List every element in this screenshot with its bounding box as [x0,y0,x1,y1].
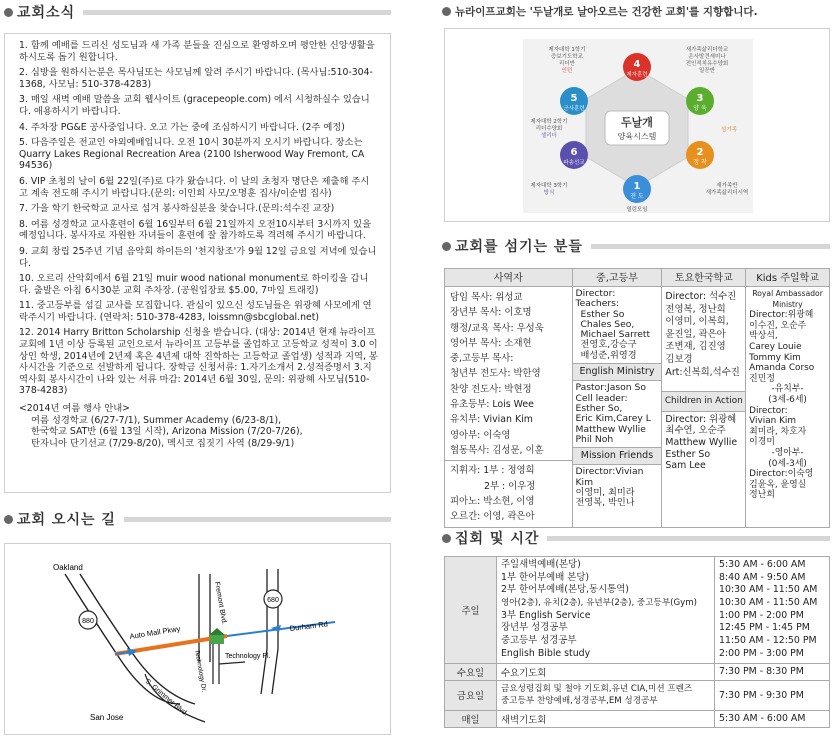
label-680: 680 [267,597,279,604]
news-item: 10. 오르리 산악회에서 6월 21일 muir wood national monument로 하이킹을 갑니다. 출발은 아침 6시30분 교회 주차장. (공원입장료 $5.00, 7마일 트래킹) [19,273,369,296]
church-icon [210,634,224,644]
kids-cell: Royal Ambassador Ministry Director:위광혜 이수진, 오순주 박상석, Carey Louie Tommy Kim Amanda Corso 진민정 -유치부- (3세-6세) Director: Vivian Kim 최미라, 차호자 이경미 -영아부- (0세-3세) Director:이숙영 김윤옥, 윤영실 정난희 [746,287,830,528]
node-2 [686,141,714,169]
header-bar [547,536,830,541]
schedule-header [442,528,830,548]
vision-title: 뉴라이프교회는 '두날개로 날아오르는 건강한 교회'를 지향합니다. [455,5,758,18]
news-item: 3. 매일 새벽 예배 말씀을 교회 웹사이트 (gracepeople.com) 에서 시청하실수 있습니다. 애용하시기 바랍니다. [19,94,370,117]
label-oakland: Oakland [53,563,83,572]
servants-header [442,236,830,256]
svg-text:5: 5 [570,93,578,104]
label-technology-dr: Technology Dr. [193,649,208,693]
svg-text:3: 3 [696,93,704,104]
news-item: 11. 중고등부를 섬길 교사를 모집합니다. 관심이 있으신 성도님들은 위광혜 사모에게 연락주시기 바랍니다. (연락처: 510-378-4283, loissmn@sbcglobal.net) [19,300,372,323]
schedule-title: 집회 및 시간 [455,531,540,547]
label-grimmer: S. Grimmer Blvd. [143,678,190,718]
note-left: 제자대학 2학기 [530,119,568,125]
svg-text:제자훈련: 제자훈련 [626,72,648,78]
note-top-left: 제자대학 1학기 [548,47,586,53]
note-top-right: 일꾼반 [699,68,715,74]
svg-text:정 착: 정 착 [693,159,707,166]
svg-text:4: 4 [633,59,641,70]
node-5 [560,87,588,115]
label-880: 880 [82,618,94,625]
note-top-right: 은사발견세미나 [688,54,726,60]
svg-text:군사훈련: 군사훈련 [563,106,585,112]
node-1 [623,175,651,203]
road-technology-pl [219,662,245,664]
events-cell: 금요성령집회 및 철야 기도회,유년 CIA,미션 프렌즈 중고등부 찬양예배,성경공부,EM 성경공부 [497,680,715,710]
svg-text:양 육: 양 육 [693,105,707,112]
note-top-left: 인턴 [561,68,573,74]
news-box [4,33,391,493]
label-san-jose: San Jose [90,713,124,722]
news-item: 2. 심방을 원하시는분은 목사님또는 사모님께 알려 주시기 바랍니다. (목사님:510-304-1368, 사모님: 510-378-4283) [19,67,373,90]
events-list [19,415,378,450]
road-grimmer [145,674,205,722]
directions-map [4,543,391,735]
schedule-table [444,556,830,728]
bullet-icon [442,242,451,251]
events-title: <2014년 여름 행사 안내> [19,403,130,415]
schedule-row-wednesday [445,663,830,680]
event-cell: 수요기도회 [497,663,715,680]
header-bar [591,244,830,249]
schedule-row-sunday [445,557,830,664]
news-item: 6. VIP 초청의 날이 6월 22일(주)로 다가 왔습니다. 이 날의 초청자 명단은 제출해 주시고 계속 전도해 주시기 바랍니다.(문의: 이인희 사모/오명훈 집사/이순범 집사) [19,175,370,199]
label-technology-pl: Technology Pl. [225,653,271,660]
news-item: 5. 다음주일은 전교인 야외예배입니다. 오전 10시 30분까지 오시기 바랍니다. 장소는 Quarry Lakes Regional Recreation Area (2100 Isherwood Way Fremont, CA 94536) [19,137,365,172]
event-line: 한국학교 SAT반 (6월 13일 시작), Arizona Mission (7/20-7/26), [31,426,303,438]
table-row [445,287,830,528]
note-top-right: 새가족삶리더학교 [685,47,729,53]
note-top-left: 증보기도학교 [551,54,583,60]
servants-title: 교회를 섬기는 분들 [455,239,583,255]
vision-header [442,1,832,21]
youth-cell: Director: Teachers: Esther So Chales Seo, Michael Sarrett 전영호,강승구 배성준,위영경 English Ministry Pastor:Jason So Cell leader: Esther So, Eric Kim,Carey L Matthew Wyllie Phil Noh Mission Friends Director:Vivian Kim 이영미, 최미라 전영복, 박인나 [572,287,662,528]
events-cell: 주일새벽예배(본당) 1부 한어부예배 본당) 2부 한어부예배(본당,동시통역) 영아(2층), 유치(2층), 유년부(2층), 중고등부(Gym) 3부 English Service 장년부 성경공부 중고등부 성경공부 English Bible study [497,557,715,664]
time-cell: 5:30 AM - 6:00 AM [715,710,830,727]
col-header: Kids 주일학교 [746,269,830,287]
note-left: 셀리더 [541,133,557,139]
header-bar [83,10,391,15]
news-header [4,2,391,22]
col-header: 사역자 [445,269,573,287]
vision-svg [445,29,829,221]
news-item: 4. 주차장 PG&E 공사중입니다. 오고 가는 중에 조심하시기 바랍니다. (2주 예정) [19,121,345,133]
note-top-right: 전인적치유수양회 [685,61,729,67]
note-bottom-left: 제자대학 3학기 [530,183,568,189]
schedule-row-daily [445,710,830,727]
col-header: 중,고등부 [572,269,662,287]
note-bottom-left: 방식 [543,190,555,196]
node-6 [560,141,588,169]
label-durham: Durham Rd [289,619,329,633]
news-item: 7. 가을 학기 한국학교 교사로 섬겨 봉사하실분을 찾습니다.(문의:석수진 교장) [19,203,335,215]
news-item: 12. 2014 Harry Britton Scholarship 신청을 받습니다. (대상: 2014년 현재 뉴라이프 교회에 1년 이상 등록된 교인으로서 뉴라이프 고등부를 졸업하고 고등학교 성적이 3.0 이상인 학생, 2014년에 2년제 혹은 4년제 대학 진학하는 고등학교 졸업생) 성적과 지역, 봉사시간을 기준으로 선발하게 됩니다. 장학금 신청서류: 1.자기소개서 2.성적증명서 3.지역사회 봉사시간이 나와 있는 서류 마감: 2014년 6월 30일, 문의: 위광혜 사모님(510-378-4283) [19,327,378,397]
mission-friends-title: Mission Friends [573,447,662,465]
bullet-icon [442,7,451,16]
event-cell: 새벽기도회 [497,710,715,727]
node-4 [623,53,651,81]
note-right: 섬기족 [721,127,737,133]
time-cell: 7:30 PM - 9:30 PM [715,680,830,710]
label-auto-mall: Auto Mall Pkwy [128,624,181,641]
note-top-left: 리더반 [559,61,575,67]
day-label: 수요일 [445,663,497,680]
center-line-1: 두날개 [621,116,653,129]
note-left: 리더수양회 [535,126,563,132]
note-bottom-right: 새가족반 [716,183,738,189]
children-in-action-title: Children in Action [662,391,745,412]
korean-school-cell: Director: 석수진 전영복, 정난희 이영미, 이복희, 윤진일, 곽은아 조변재, 김진영 김보경 Art:신복희,석수진 Children in Action Director: 위광혜 최수연, 오순주 Matthew Wyllie Esther So Sam Lee [662,287,746,528]
node-3 [686,87,714,115]
note-bottom-right: 새가족삶리더시역 [705,190,749,196]
news-item: 9. 교회 창립 25주년 기념 음악회 하이든의 '천지창조'가 9월 12일 금요일 저녁에 있습니다. [19,245,377,269]
bullet-icon [4,515,13,524]
map-svg [5,544,390,734]
svg-text:2: 2 [696,147,704,158]
bullet-icon [442,534,451,543]
note-bottom: 열린모임 [626,207,648,213]
label-fremont: Fremont Blvd. [213,581,228,626]
bullet-icon [4,8,13,17]
svg-text:6: 6 [570,147,578,158]
directions-header [4,509,391,529]
news-item: 8. 여름 성경학교 교사훈련이 6월 16일부터 6월 21일까지 오전10시부터 3시까지 있을 예정입니다. 봉사자로 자원한 자녀들이 훈련에 잘 참가하도록 격려해 주시기 바랍니다. [19,218,372,242]
vision-diagram [444,28,830,222]
header-bar [124,517,391,522]
servants-table [444,268,830,528]
event-line: 여름 성경학교 (6/27-7/1), Summer Academy (6/23-8/1), [31,414,282,426]
center-line-2: 양육시스템 [617,132,657,141]
day-label: 주일 [445,557,497,664]
svg-text:1: 1 [633,181,641,192]
event-line: 탄자니아 단기선교 (7/29-8/20), 멕시코 집짓기 사역 (8/29-9/1) [31,437,295,449]
table-header-row [445,269,830,287]
directions-title: 교회 오시는 길 [17,512,116,528]
church-roof-icon [209,628,225,635]
english-ministry-title: English Ministry [573,363,662,381]
day-label: 매일 [445,710,497,727]
col-header: 토요한국학교 [662,269,746,287]
svg-text:전 도: 전 도 [630,193,644,200]
news-item: 1. 함께 예배를 드리신 성도님과 새 가족 분들을 진심으로 환영하오며 평안한 신앙생활을 하시도록 돕기 원합니다. [19,40,375,63]
svg-text:파송선교: 파송선교 [563,160,585,166]
road-680-right [272,569,278,694]
staff-cell: 담임 목사: 위성교 장년부 목사: 이호명 행정/교육 목사: 우성욱 영어부 목사: 소재현 중,고등부 목사: 청년부 전도사: 박한영 찬양 전도사: 박현정 유초등부: Lois Wee 유치부: Vivian Kim 영아부: 이숙영 협동목사: 김성문, 이훈 지휘자: 1부 : 정영희 2부 : 이우정 피아노: 박소현, 이영 오르간: 이영, 곽은아 [445,287,573,528]
time-cell: 7:30 PM - 8:30 PM [715,663,830,680]
day-label: 금요일 [445,680,497,710]
news-list [19,40,378,397]
times-cell: 5:30 AM - 6:00 AM 8:40 AM - 9:50 AM 10:30 AM - 11:50 AM 10:30 AM - 11:50 AM 1:00 PM - 2:00 PM 12:45 PM - 1:45 PM 11:50 AM - 12:50 PM 2:00 PM - 3:00 PM [715,557,830,664]
news-title: 교회소식 [17,5,76,21]
schedule-row-friday [445,680,830,710]
